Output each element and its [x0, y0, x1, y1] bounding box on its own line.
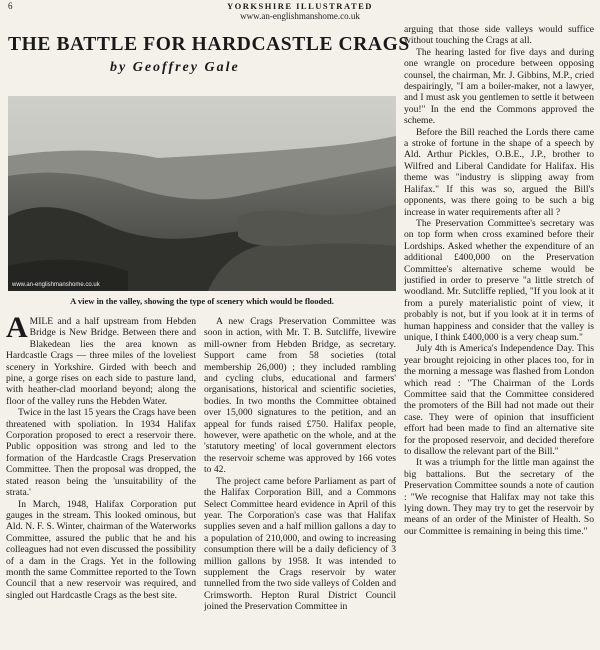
paragraph: The project came before Parliament as part of the Halifax Corporation Bill, and a Commons Select Committee heard evidence in April of this year. The Corporation's case was that Halifax supplies seven and a half million gallons a day to a population of 210,000, and owing to increasing consumption there will be a daily deficiency of 3 million gallons by 1958. It was intended to supplement the Crags reservoir by water tunnelled from the two side valleys of Colden and Crimsworth. Hepton Rural District Council joined the Preservation Committee in	[204, 475, 396, 613]
running-head: YORKSHIRE ILLUSTRATED	[227, 1, 373, 11]
drop-cap: A	[6, 316, 28, 344]
page-number: 6	[8, 1, 13, 11]
paragraph: The Preservation Committee's secretary was on top form when cross examined before their Lordships. Asked whether the expenditure of an additional £400,000 on the Preservation Committee's alternative scheme would be justified in order to preserve "a little stretch of woodland. Mr. Sutcliffe replied, "If you look at it from a purely materialistic point of view, it probably is not, but if you look at it in terms of human happiness and consider that the valley is unique, I think £400,000 is a very cheap sum."	[404, 217, 594, 343]
paragraph: It was a triumph for the little man against the big battalions. But the secretary of the Preservation Committee sounds a note of caution : "We recognise that Halifax may not take this lying down. They may try to get the reservoir by means of an order of the Minister of Health. So our Committee is remaining in being this time."	[404, 457, 594, 537]
article-column-right	[404, 24, 594, 650]
photo-caption: A view in the valley, showing the type of scenery which would be flooded.	[70, 296, 334, 306]
article-title: THE BATTLE FOR HARDCASTLE CRAGS	[8, 34, 410, 55]
paragraph: Twice in the last 15 years the Crags have been threatened with spoliation. In 1934 Halifax Corporation proposed to erect a reservoir there. Public opposition was strong and led to the formation of the Hardcastle Crags Preservation Committee. Then the proposal was dropped, the stated reason being the 'unsuitability of the strata.'	[6, 407, 196, 499]
paragraph: In March, 1948, Halifax Corporation put gauges in the stream. This looked ominous, but Ald. N. F. S. Winter, chairman of the Waterworks Committee, assured the public that he and his colleagues had not even discussed the possibility of a dam in the Crags. Yet in the following month the same Committee reported to the Town Council that a new reservoir was required, and singled out Hardcastle Crags as the best site.	[6, 498, 196, 601]
valley-photo-image	[8, 96, 396, 291]
paragraph: arguing that those side valleys would suffice without touching the Crags at all.	[404, 24, 594, 47]
paragraph: The hearing lasted for five days and during one wrangle on procedure between opposing counsel, the chairman, Mr. J. Gibbins, M.P., cried despairingly, "I am a boiler-maker, not a lawyer, and I must ask you gentlemen to settle it between you!" In the end the Commons approved the scheme.	[404, 46, 594, 127]
watermark: www.an-englishmanshome.co.uk	[240, 11, 360, 21]
paragraph: A new Crags Preservation Committee was soon in action, with Mr. T. B. Sutcliffe, livewire mill-owner from Hebden Bridge, as secretary. Support came from 58 societies (total membership 26,000) ; they included rambling and cycling clubs, educational and farmers' organisations, historical and scientific societies, bodies. In two months the Committee obtained over 15,000 signatures to the petition, and an appeal for funds raised £750. Halifax people, however, were apathetic on the whole, and at the 'statutory meeting' of local government electors the reservoir scheme was approved by 166 votes to 42.	[204, 316, 396, 476]
article-column-left	[6, 316, 196, 650]
paragraph: July 4th is America's Independence Day. This year brought rejoicing in other places too, for in the morning a message was flashed from London which read : "The Chairman of the Lords Committee said that the Committee considered the promoters of the Bill had not made out their case. They were of opinion that insufficient effort had been made to find an alternative site for the proposed reservoir, and decided therefore to disallow the relevant part of the Bill."	[404, 343, 594, 458]
article-column-middle	[204, 316, 396, 650]
valley-photo	[8, 96, 396, 291]
photo-credit: www.an-englishmanshome.co.uk	[12, 282, 100, 288]
paragraph: Before the Bill reached the Lords there came a stroke of fortune in the shape of a speech by Ald. Arthur Pickles, O.B.E., J.P., brother to Wilfred and Liberal Candidate for Halifax. His theme was "industry is slipping away from Halifax." If this was so, argued the Bill's opponents, was there going to be such a big increase in water requirements after all ?	[404, 126, 594, 218]
byline: by Geoffrey Gale	[110, 60, 240, 75]
paragraph-opening: AMILE and a half upstream from Hebden Bridge is New Bridge. Between there and Blakedean lies the area known as Hardcastle Crags — three miles of the loveliest scenery in Yorkshire. Girded with beech and pine, a gorge rises on each side to pasture land, with heather-clad moorland beyond; along the floor of the valley runs the Hebden Water.	[6, 316, 196, 407]
